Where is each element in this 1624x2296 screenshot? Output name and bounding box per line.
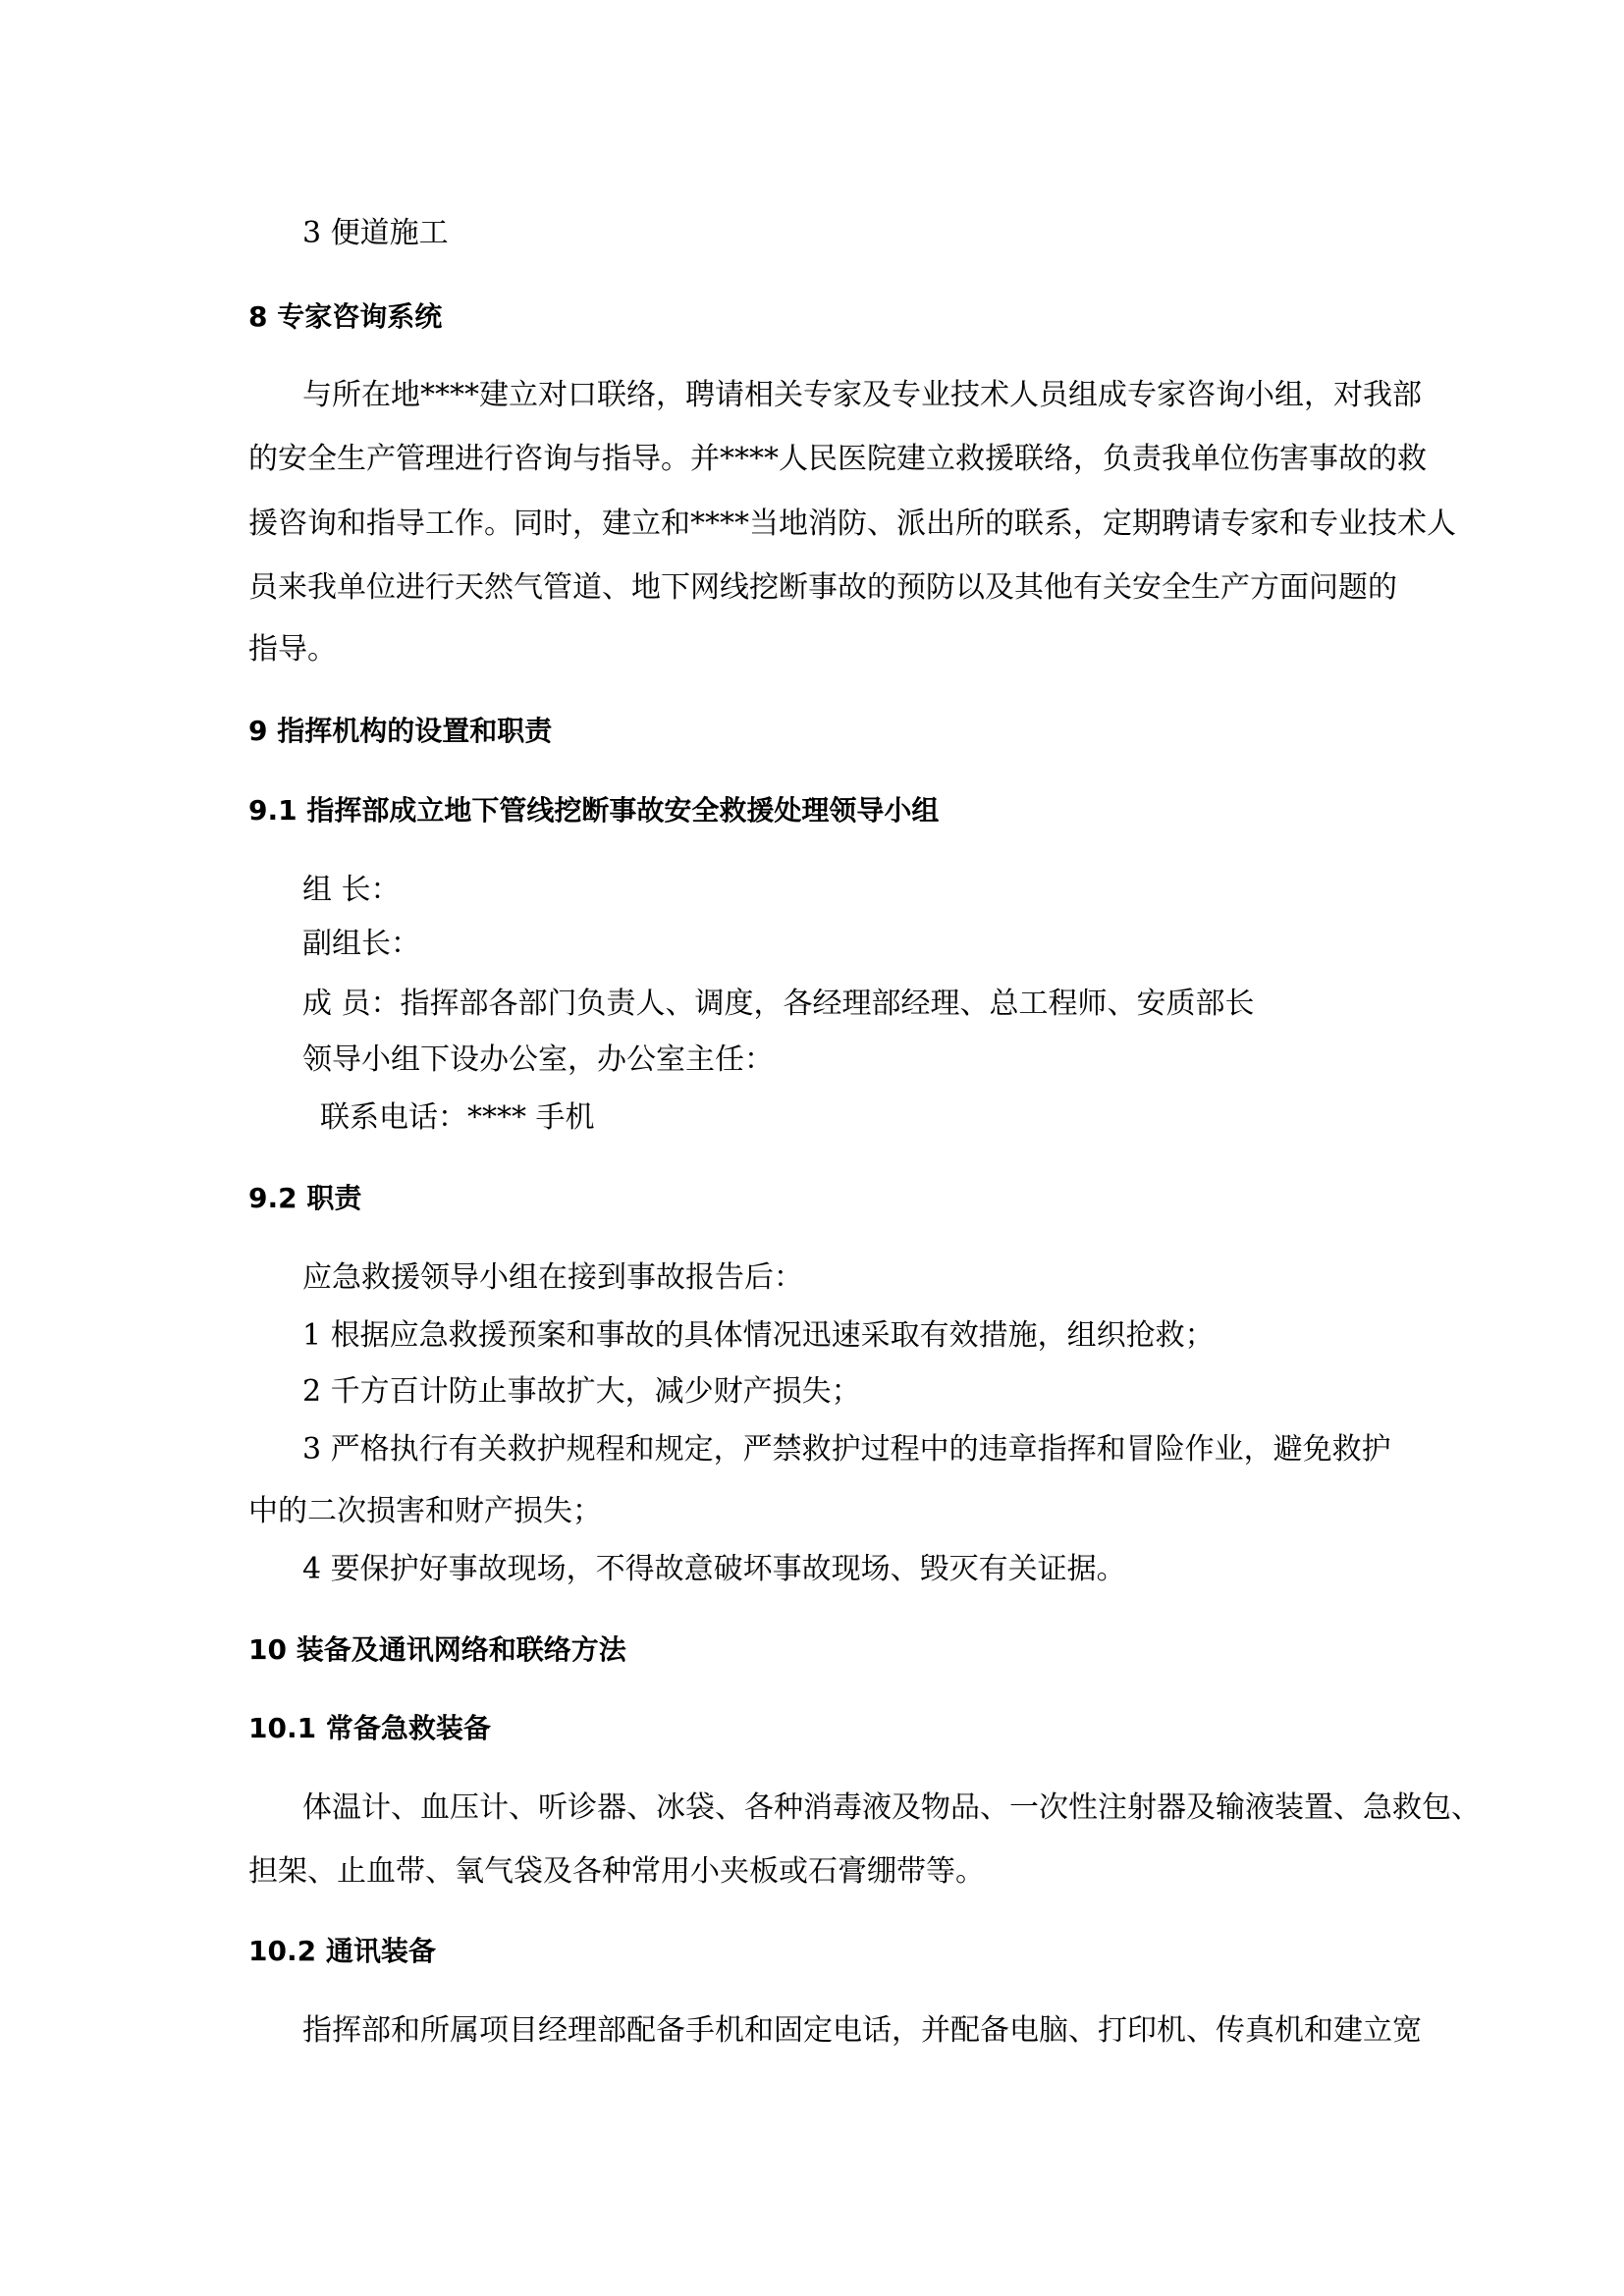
section-9-1-heading: 9.1 指挥部成立地下管线挖断事故安全救援处理领导小组 (248, 794, 940, 827)
section-9-heading: 9 指挥机构的设置和职责 (248, 715, 553, 747)
section-8-heading: 8 专家咨询系统 (248, 300, 443, 333)
duty-item-cont: 中的二次损害和财产损失； (248, 1494, 602, 1528)
deputy-line: 副组长： (302, 927, 420, 961)
paragraph-line: 员来我单位进行天然气管道、地下网线挖断事故的预防以及其他有关安全生产方面问题的 (248, 570, 1397, 605)
duty-item: 3 严格执行有关救护规程和规定，严禁救护过程中的违章指挥和冒险作业，避免救护 (302, 1432, 1391, 1467)
section-10-2-heading: 10.2 通讯装备 (248, 1935, 436, 1967)
paragraph-line: 与所在地****建立对口联络，聘请相关专家及专业技术人员组成专家咨询小组，对我部 (302, 378, 1422, 412)
phone-line: 联系电话：**** 手机 (320, 1100, 595, 1135)
leader-line: 组 长： (302, 873, 401, 907)
duty-item: 1 根据应急救援预案和事故的具体情况迅速采取有效措施，组织抢救； (302, 1318, 1215, 1353)
paragraph-line: 援咨询和指导工作。同时，建立和****当地消防、派出所的联系，定期聘请专家和专业技术人 (248, 507, 1456, 541)
section-10-heading: 10 装备及通讯网络和联络方法 (248, 1633, 626, 1666)
paragraph-line: 担架、止血带、氧气袋及各种常用小夹板或石膏绷带等。 (248, 1854, 985, 1889)
duties-intro: 应急救援领导小组在接到事故报告后： (302, 1260, 803, 1295)
paragraph-line: 指挥部和所属项目经理部配备手机和固定电话，并配备电脑、打印机、传真机和建立宽 (302, 2013, 1422, 2048)
members-line: 成 员：指挥部各部门负责人、调度，各经理部经理、总工程师、安质部长 (302, 987, 1255, 1021)
list-item-3: 3 便道施工 (302, 216, 449, 250)
duty-item: 4 要保护好事故现场，不得故意破坏事故现场、毁灭有关证据。 (302, 1552, 1126, 1586)
duty-item: 2 千方百计防止事故扩大，减少财产损失； (302, 1374, 861, 1409)
office-line: 领导小组下设办公室，办公室主任： (302, 1042, 774, 1077)
paragraph-line: 指导。 (248, 632, 337, 667)
paragraph-line: 体温计、血压计、听诊器、冰袋、各种消毒液及物品、一次性注射器及输液装置、急救包、 (302, 1790, 1481, 1825)
paragraph-line: 的安全生产管理进行咨询与指导。并****人民医院建立救援联络，负责我单位伤害事故的救 (248, 442, 1427, 476)
section-9-2-heading: 9.2 职责 (248, 1182, 362, 1214)
section-10-1-heading: 10.1 常备急救装备 (248, 1712, 491, 1744)
